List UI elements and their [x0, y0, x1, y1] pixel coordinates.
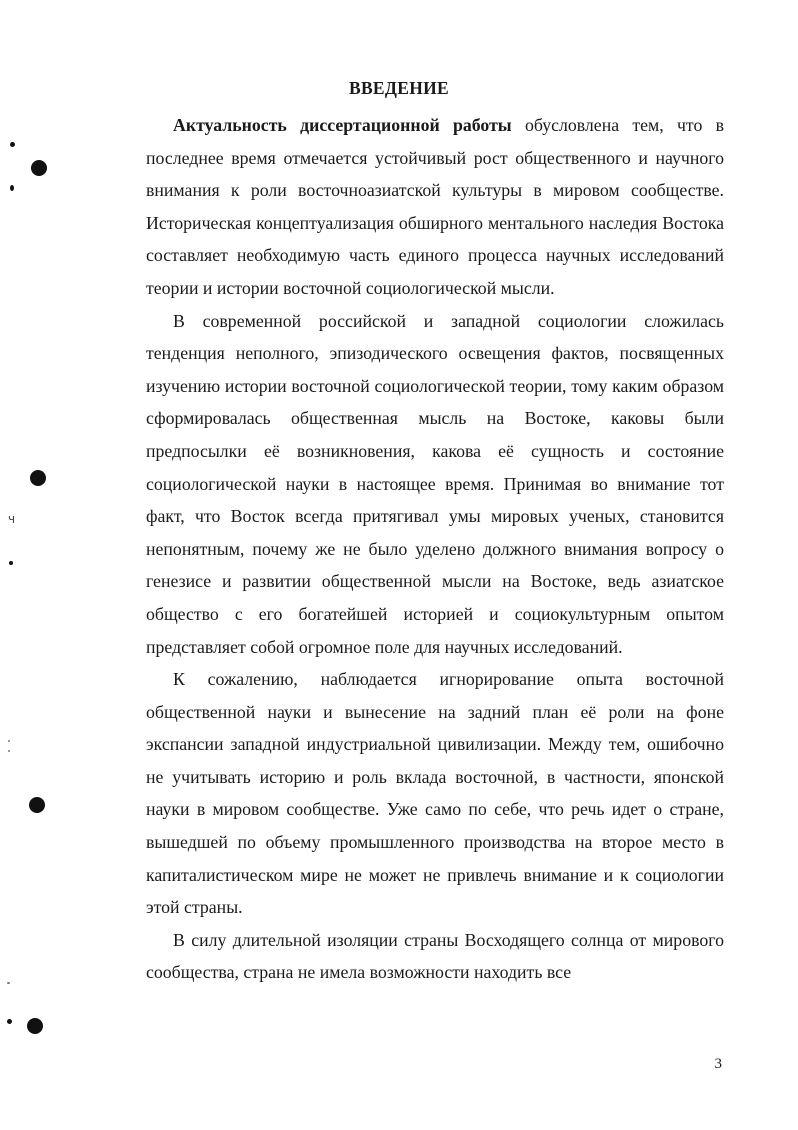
scan-speck: [9, 561, 13, 565]
paragraph-text: обусловлена тем, что в последнее время отмечается устойчивый рост общественного и научного внимания к роли восточноазиатской культуры в мировом сообществе. Историческая концептуализация обширного ментального наследия Востока составляет необходимую часть единого процесса научных исследований теории и истории восточной социологической мысли.: [146, 115, 724, 298]
scan-speck: [8, 740, 10, 742]
page-number: 3: [714, 1056, 722, 1072]
scan-speck: [10, 142, 15, 147]
paragraph-1: [146, 109, 724, 305]
scan-speck: [7, 1019, 12, 1024]
scan-hole-punch: [29, 797, 45, 813]
scan-speck: [10, 185, 14, 191]
paragraph-lead: Актуальность диссертационной работы: [173, 115, 512, 135]
scan-speck: [7, 982, 10, 984]
scan-glyph: ч: [8, 512, 16, 526]
body-text: [146, 109, 724, 989]
paragraph-3: К сожалению, наблюдается игнорирование опыта восточной общественной науки и вынесение на задний план её роли на фоне экспансии западной индустриальной цивилизации. Между тем, ошибочно не учитывать историю и роль вклада восточной, в частности, японской науки в мировом сообществе. Уже само по себе, что речь идет о стране, вышедшей по объему промышленного производства на второе место в капиталистическом мире не может не привлечь внимание и к социологии этой страны.: [146, 669, 724, 918]
paragraph-4: В силу длительной изоляции страны Восходящего солнца от мирового сообщества, страна не имела возможности находить все: [146, 929, 724, 983]
paragraph-2: В современной российской и западной социологии сложилась тенденция неполного, эпизодического освещения фактов, посвященных изучению истории восточной социологической теории, тому каким образом сформировалась общественная мысль на Востоке, каковы были предпосылки её возникновения, какова её сущность и состояние социологической науки в настоящее время. Принимая во внимание тот факт, что Восток всегда притягивал умы мировых ученых, становится непонятным, почему же не было уделено должного внимания вопросу о генезисе и развитии общественной мысли на Востоке, ведь азиатское общество с его богатейшей историей и социокультурным опытом представляет собой огромное поле для научных исследований.: [146, 310, 724, 657]
scan-hole-punch: [30, 470, 46, 486]
page-title: ВВЕДЕНИЕ: [348, 78, 450, 98]
scan-hole-punch: [31, 160, 47, 176]
scan-hole-punch: [27, 1018, 43, 1034]
scan-speck: [8, 750, 10, 752]
